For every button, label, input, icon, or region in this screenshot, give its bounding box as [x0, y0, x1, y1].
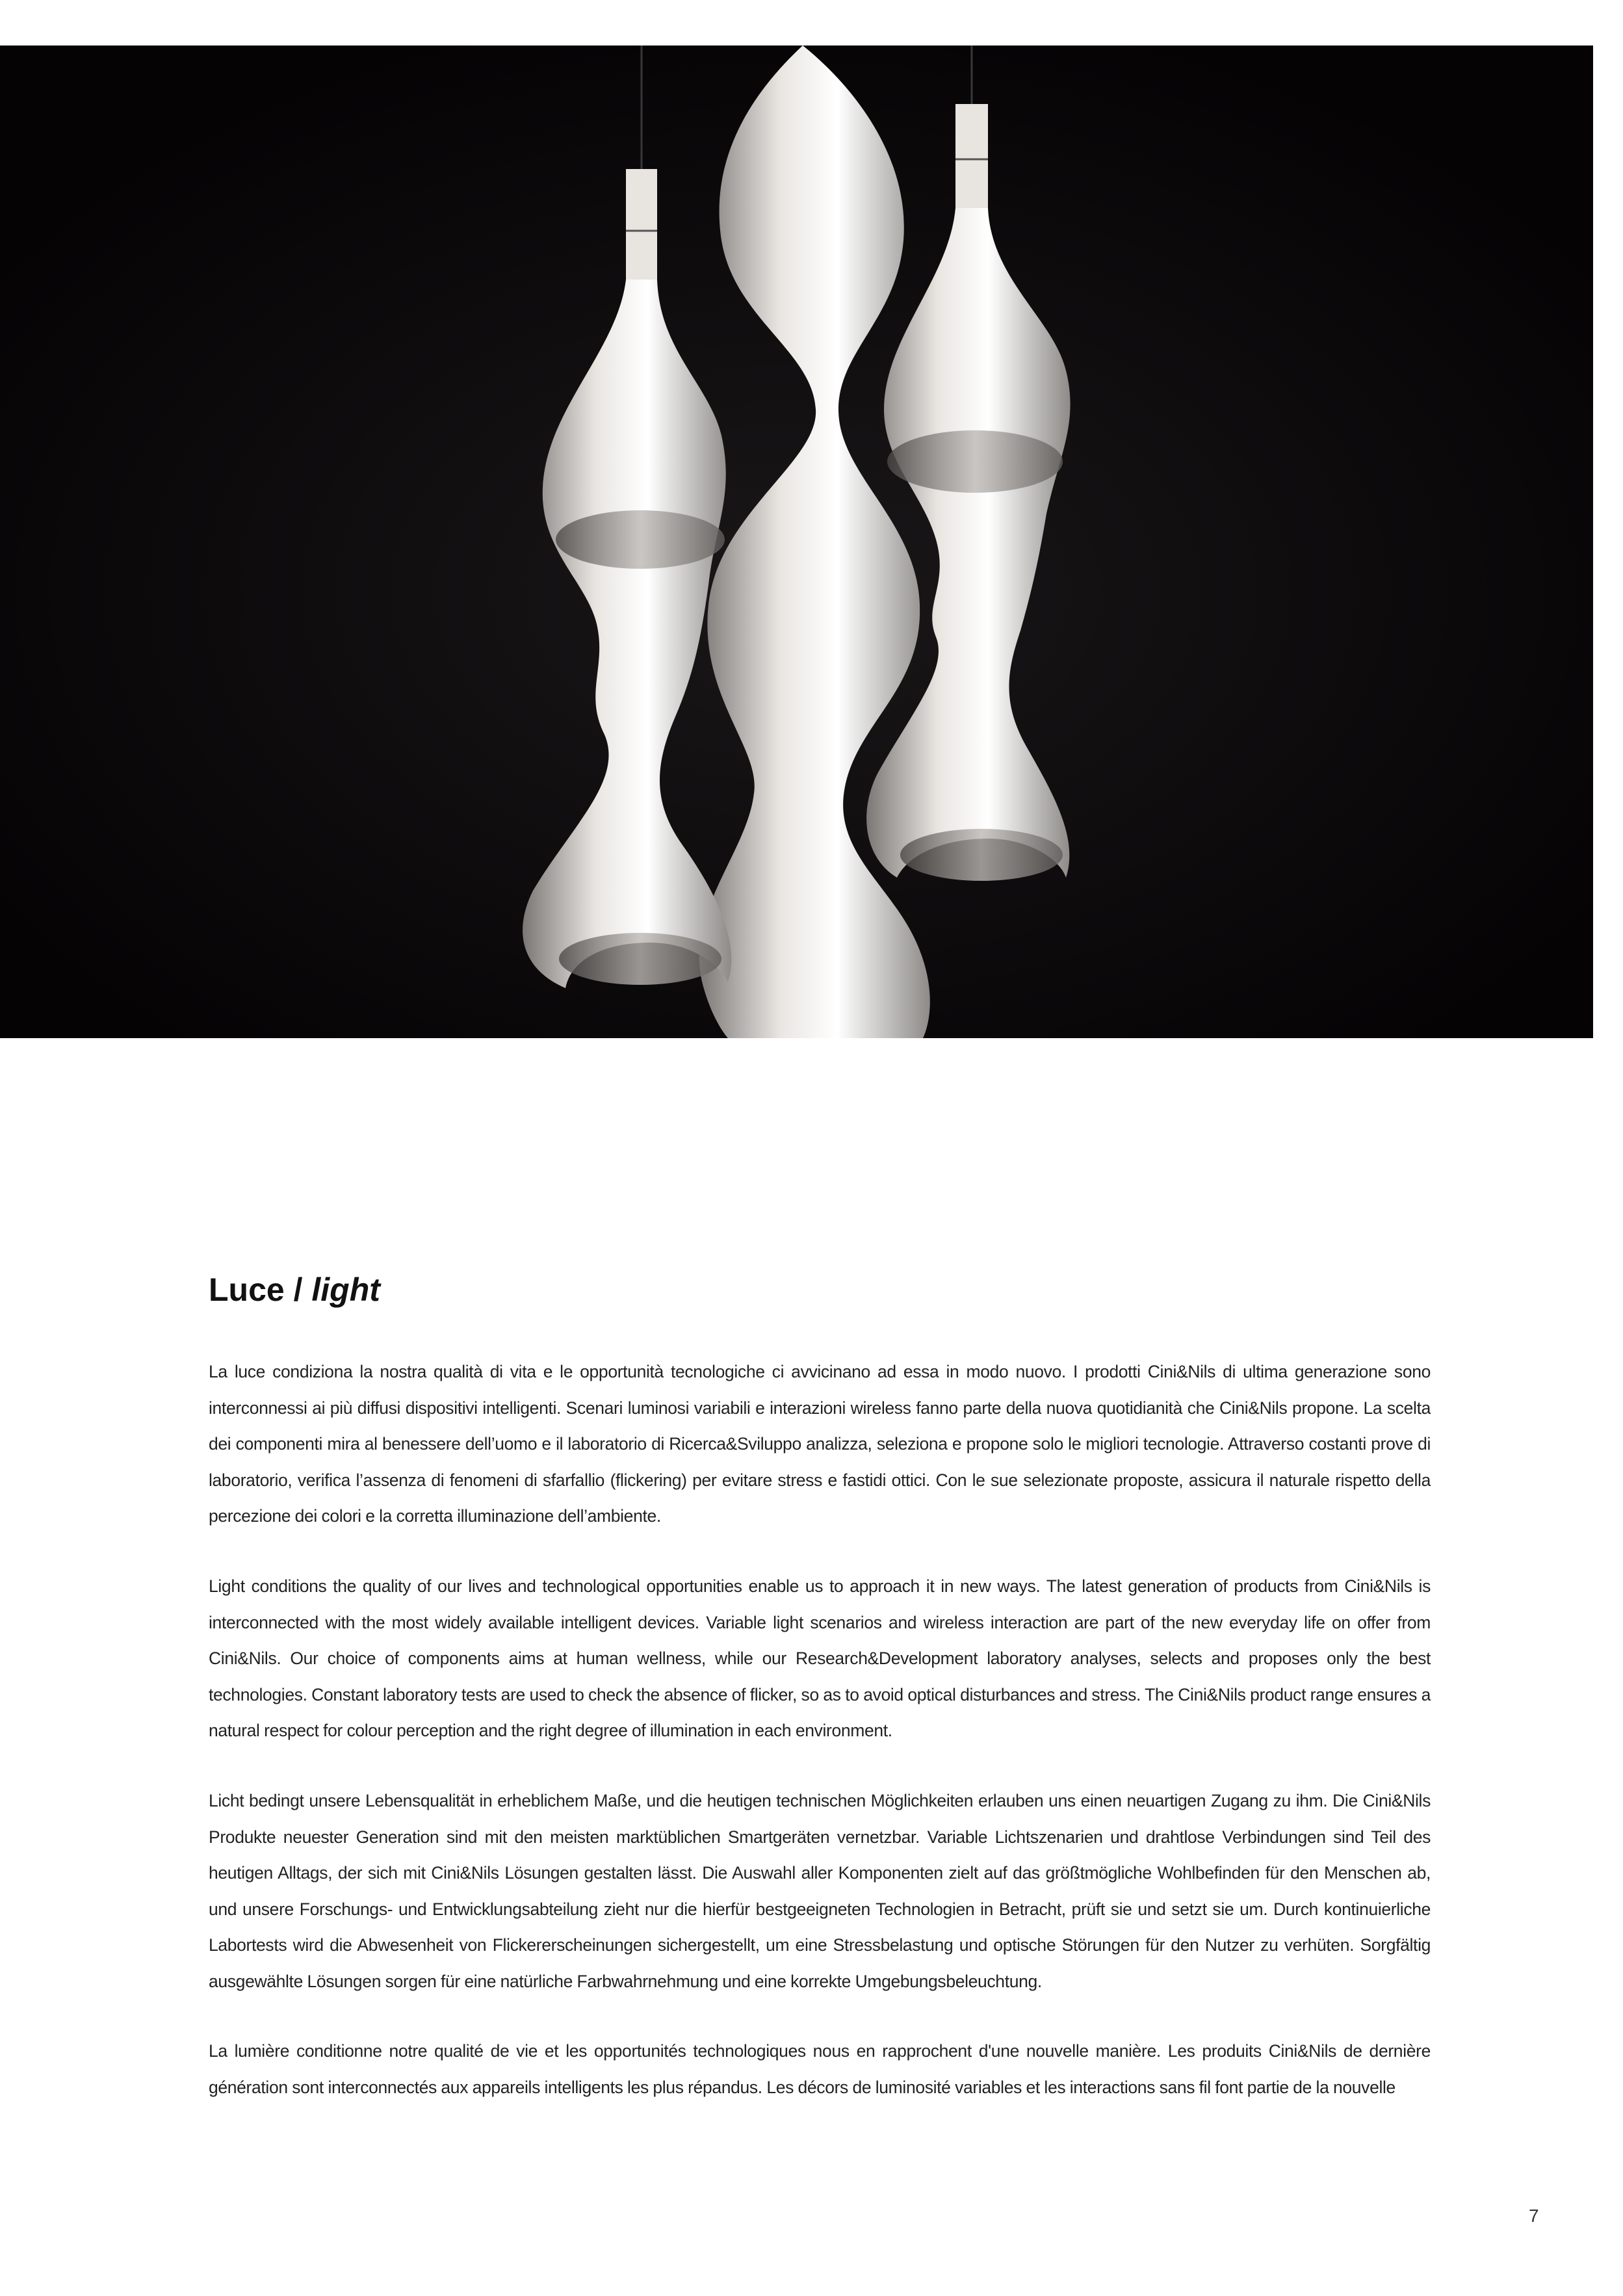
section-heading [209, 1271, 380, 1309]
hero-photo [0, 46, 1593, 1038]
paragraph-italian: La luce condiziona la nostra qualità di vita e le opportunità tecnologiche ci avvicinano ad essa in modo nuovo. I prodotti Cini&Nils di ultima generazione sono interconnessi ai più diffusi dispositivi intelligenti. Scenari luminosi variabili e interazioni wireless fanno parte della nuova quotidianità che Cini&Nils propone. La scelta dei componenti mira al benessere dell’uomo e il laboratorio di Ricerca&Sviluppo analizza, seleziona e propone solo le migliori tecnologie. Attraverso costanti prove di laboratorio, verifica l’assenza di fenomeni di sfarfallio (flickering) per evitare stress e fastidi ottici. Con le sue selezionate proposte, assicura il naturale rispetto della percezione dei colori e la corretta illuminazione dell’ambiente. [209, 1362, 1431, 1526]
heading-sub: light [311, 1272, 380, 1308]
paragraph-french: La lumière conditionne notre qualité de vie et les opportunités technologiques nous en rapprochent d'une nouvelle manière. Les produits Cini&Nils de dernière génération sont interconnectés aux appareils intelligents les plus répandus. Les décors de luminosité variables et les interactions sans fil font partie de la nouvelle [209, 2041, 1431, 2097]
pendant-lamps-illustration [0, 46, 1593, 1038]
heading-separator: / [284, 1272, 312, 1308]
page-number: 7 [1529, 2206, 1539, 2226]
heading-main: Luce [209, 1272, 285, 1308]
paragraph-english: Light conditions the quality of our lives and technological opportunities enable us to approach it in new ways. The latest generation of products from Cini&Nils is interconnected with the most widely available intelligent devices. Variable light scenarios and wireless interaction are part of the new everyday life on offer from Cini&Nils. Our choice of components aims at human wellness, while our Research&Development laboratory analyses, selects and proposes only the best technologies. Constant laboratory tests are used to check the absence of flicker, so as to avoid optical disturbances and stress. The Cini&Nils product range ensures a natural respect for colour perception and the right degree of illumination in each environment. [209, 1576, 1431, 1740]
paragraph-german: Licht bedingt unsere Lebensqualität in erheblichem Maße, und die heutigen technischen Möglichkeiten erlauben uns einen neuartigen Zugang zu ihm. Die Cini&Nils Produkte neuester Generation sind mit den meisten marktüblichen Smartgeräten vernetzbar. Variable Lichtszenarien und drahtlose Verbindungen sind Teil des heutigen Alltags, der sich mit Cini&Nils Lösungen gestalten lässt. Die Auswahl aller Komponenten zielt auf das größtmögliche Wohlbefinden für den Menschen ab, und unsere Forschungs- und Entwicklungsabteilung zieht nur die hierfür bestgeeigneten Technologien in Betracht, prüft sie und setzt sie um. Durch kontinuierliche Labortests wird die Abwesenheit von Flickererscheinungen sichergestellt, um eine Stressbelastung und optische Störungen für den Nutzer zu verhüten. Sorgfältig ausgewählte Lösungen sorgen für eine natürliche Farbwahrnehmung und eine korrekte Umgebungsbeleuchtung. [209, 1791, 1431, 1991]
